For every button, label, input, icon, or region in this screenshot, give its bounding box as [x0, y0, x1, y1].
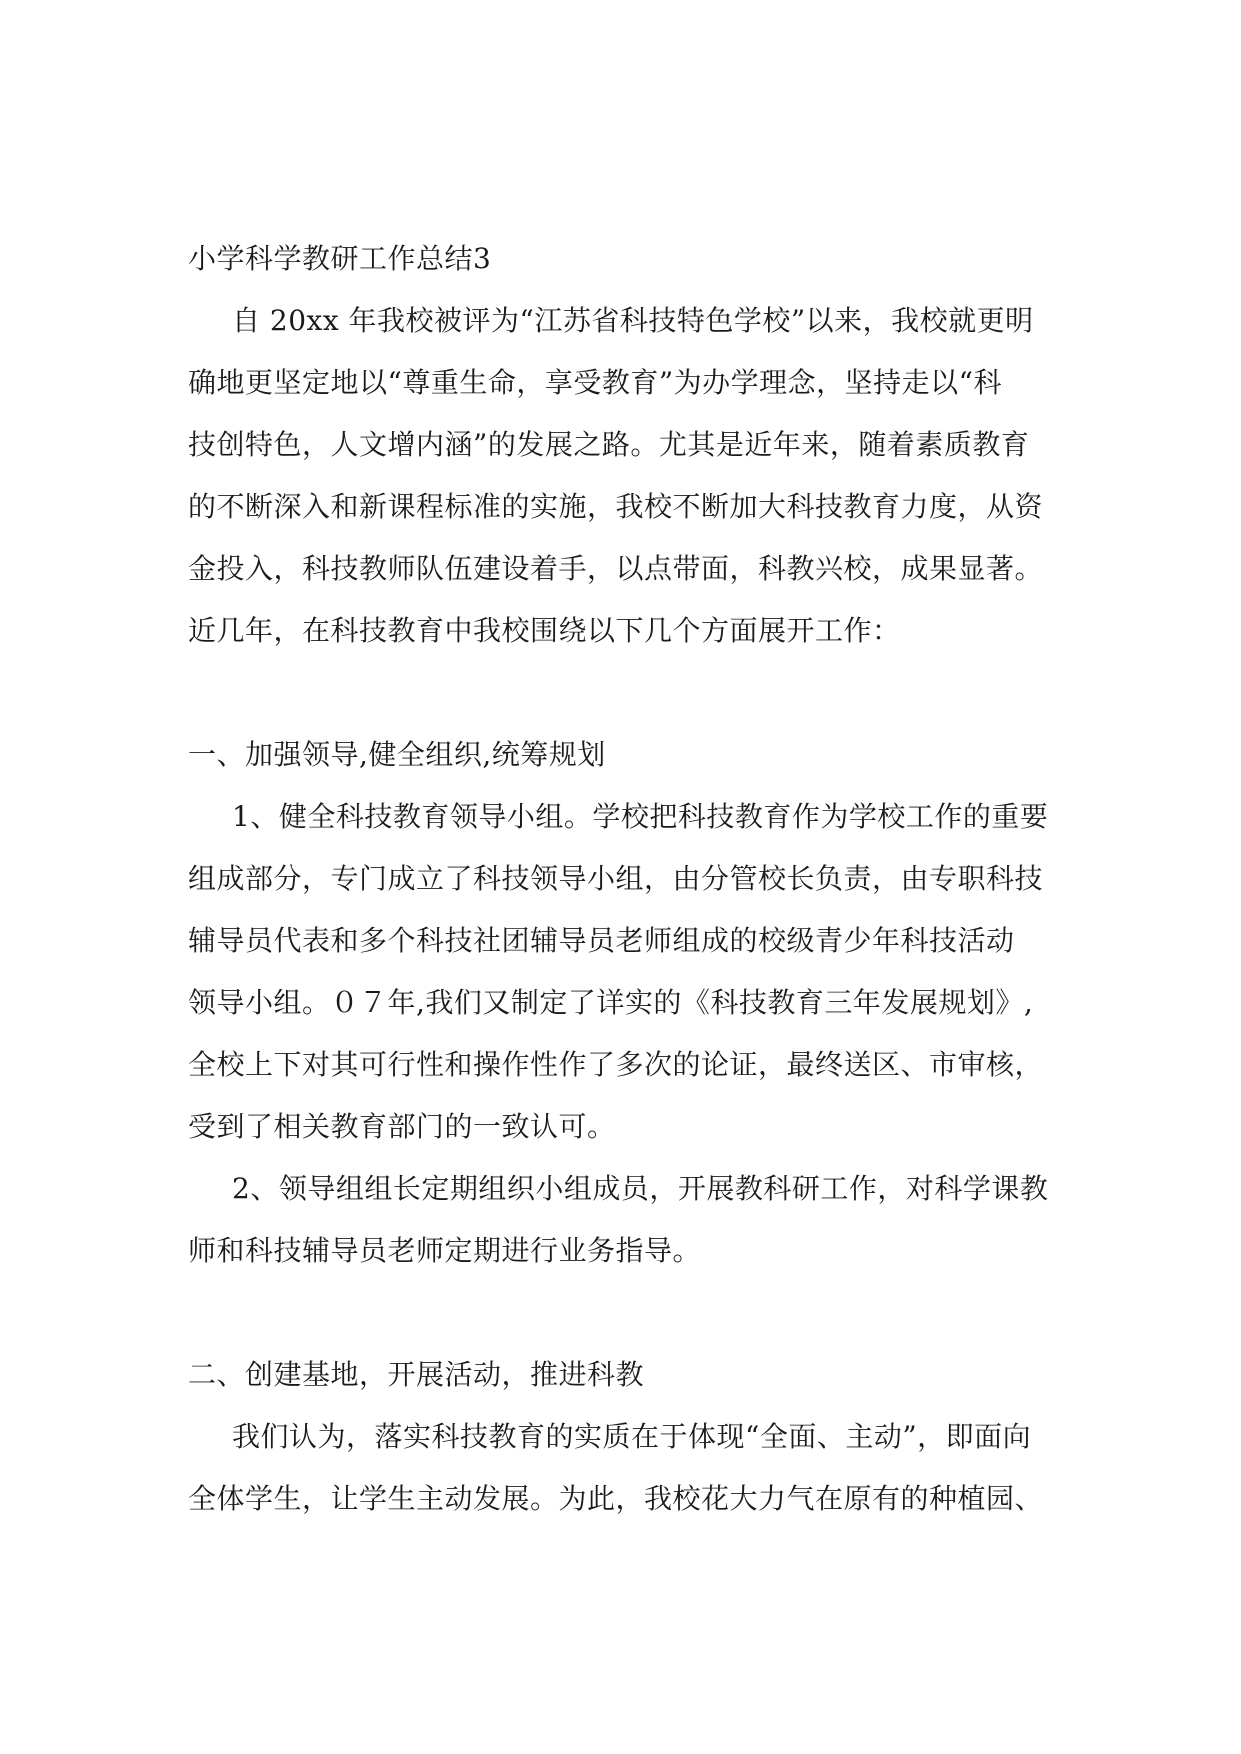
section-1-item-2-line-1: 2、领导组组长定期组织小组成员，开展教科研工作，对科学课教 — [232, 1172, 1049, 1205]
intro-line-4: 的不断深入和新课程标准的实施，我校不断加大科技教育力度，从资 — [188, 490, 1044, 523]
intro-line-1: 自 20xx 年我校被评为“江苏省科技特色学校”以来，我校就更明 — [232, 304, 1034, 337]
section-2-para-line-1: 我们认为，落实科技教育的实质在于体现“全面、主动”，即面向 — [232, 1420, 1032, 1453]
section-1-item-2-line-2: 师和科技辅导员老师定期进行业务指导。 — [188, 1234, 702, 1267]
section-1-item-1-line-3: 辅导员代表和多个科技社团辅导员老师组成的校级青少年科技活动 — [188, 924, 1015, 957]
document-title: 小学科学教研工作总结3 — [188, 242, 492, 275]
intro-line-2: 确地更坚定地以“尊重生命，享受教育”为办学理念，坚持走以“科 — [188, 366, 1002, 399]
section-1-item-1-line-6: 受到了相关教育部门的一致认可。 — [188, 1110, 616, 1143]
section-2-heading: 二、创建基地，开展活动，推进科教 — [188, 1358, 645, 1391]
intro-line-6: 近几年，在科技教育中我校围绕以下几个方面展开工作： — [188, 614, 901, 647]
section-1-item-1-line-1: 1、健全科技教育领导小组。学校把科技教育作为学校工作的重要 — [232, 800, 1049, 833]
blank-line — [188, 1282, 1068, 1344]
section-2-para-line-2: 全体学生，让学生主动发展。为此，我校花大力气在原有的种植园、 — [188, 1482, 1044, 1515]
intro-line-3: 技创特色，人文增内涵”的发展之路。尤其是近年来，随着素质教育 — [188, 428, 1030, 461]
document-body — [188, 228, 1068, 1530]
section-1-item-1-line-4: 领导小组。０７年,我们又制定了详实的《科技教育三年发展规划》, — [188, 986, 1034, 1019]
section-1-item-1-line-2: 组成部分，专门成立了科技领导小组，由分管校长负责，由专职科技 — [188, 862, 1044, 895]
section-1-heading: 一、加强领导,健全组织,统筹规划 — [188, 738, 606, 771]
section-1-item-1-line-5: 全校上下对其可行性和操作性作了多次的论证，最终送区、市审核， — [188, 1048, 1044, 1081]
intro-line-5: 金投入，科技教师队伍建设着手，以点带面，科教兴校，成果显著。 — [188, 552, 1044, 585]
blank-line — [188, 662, 1068, 724]
